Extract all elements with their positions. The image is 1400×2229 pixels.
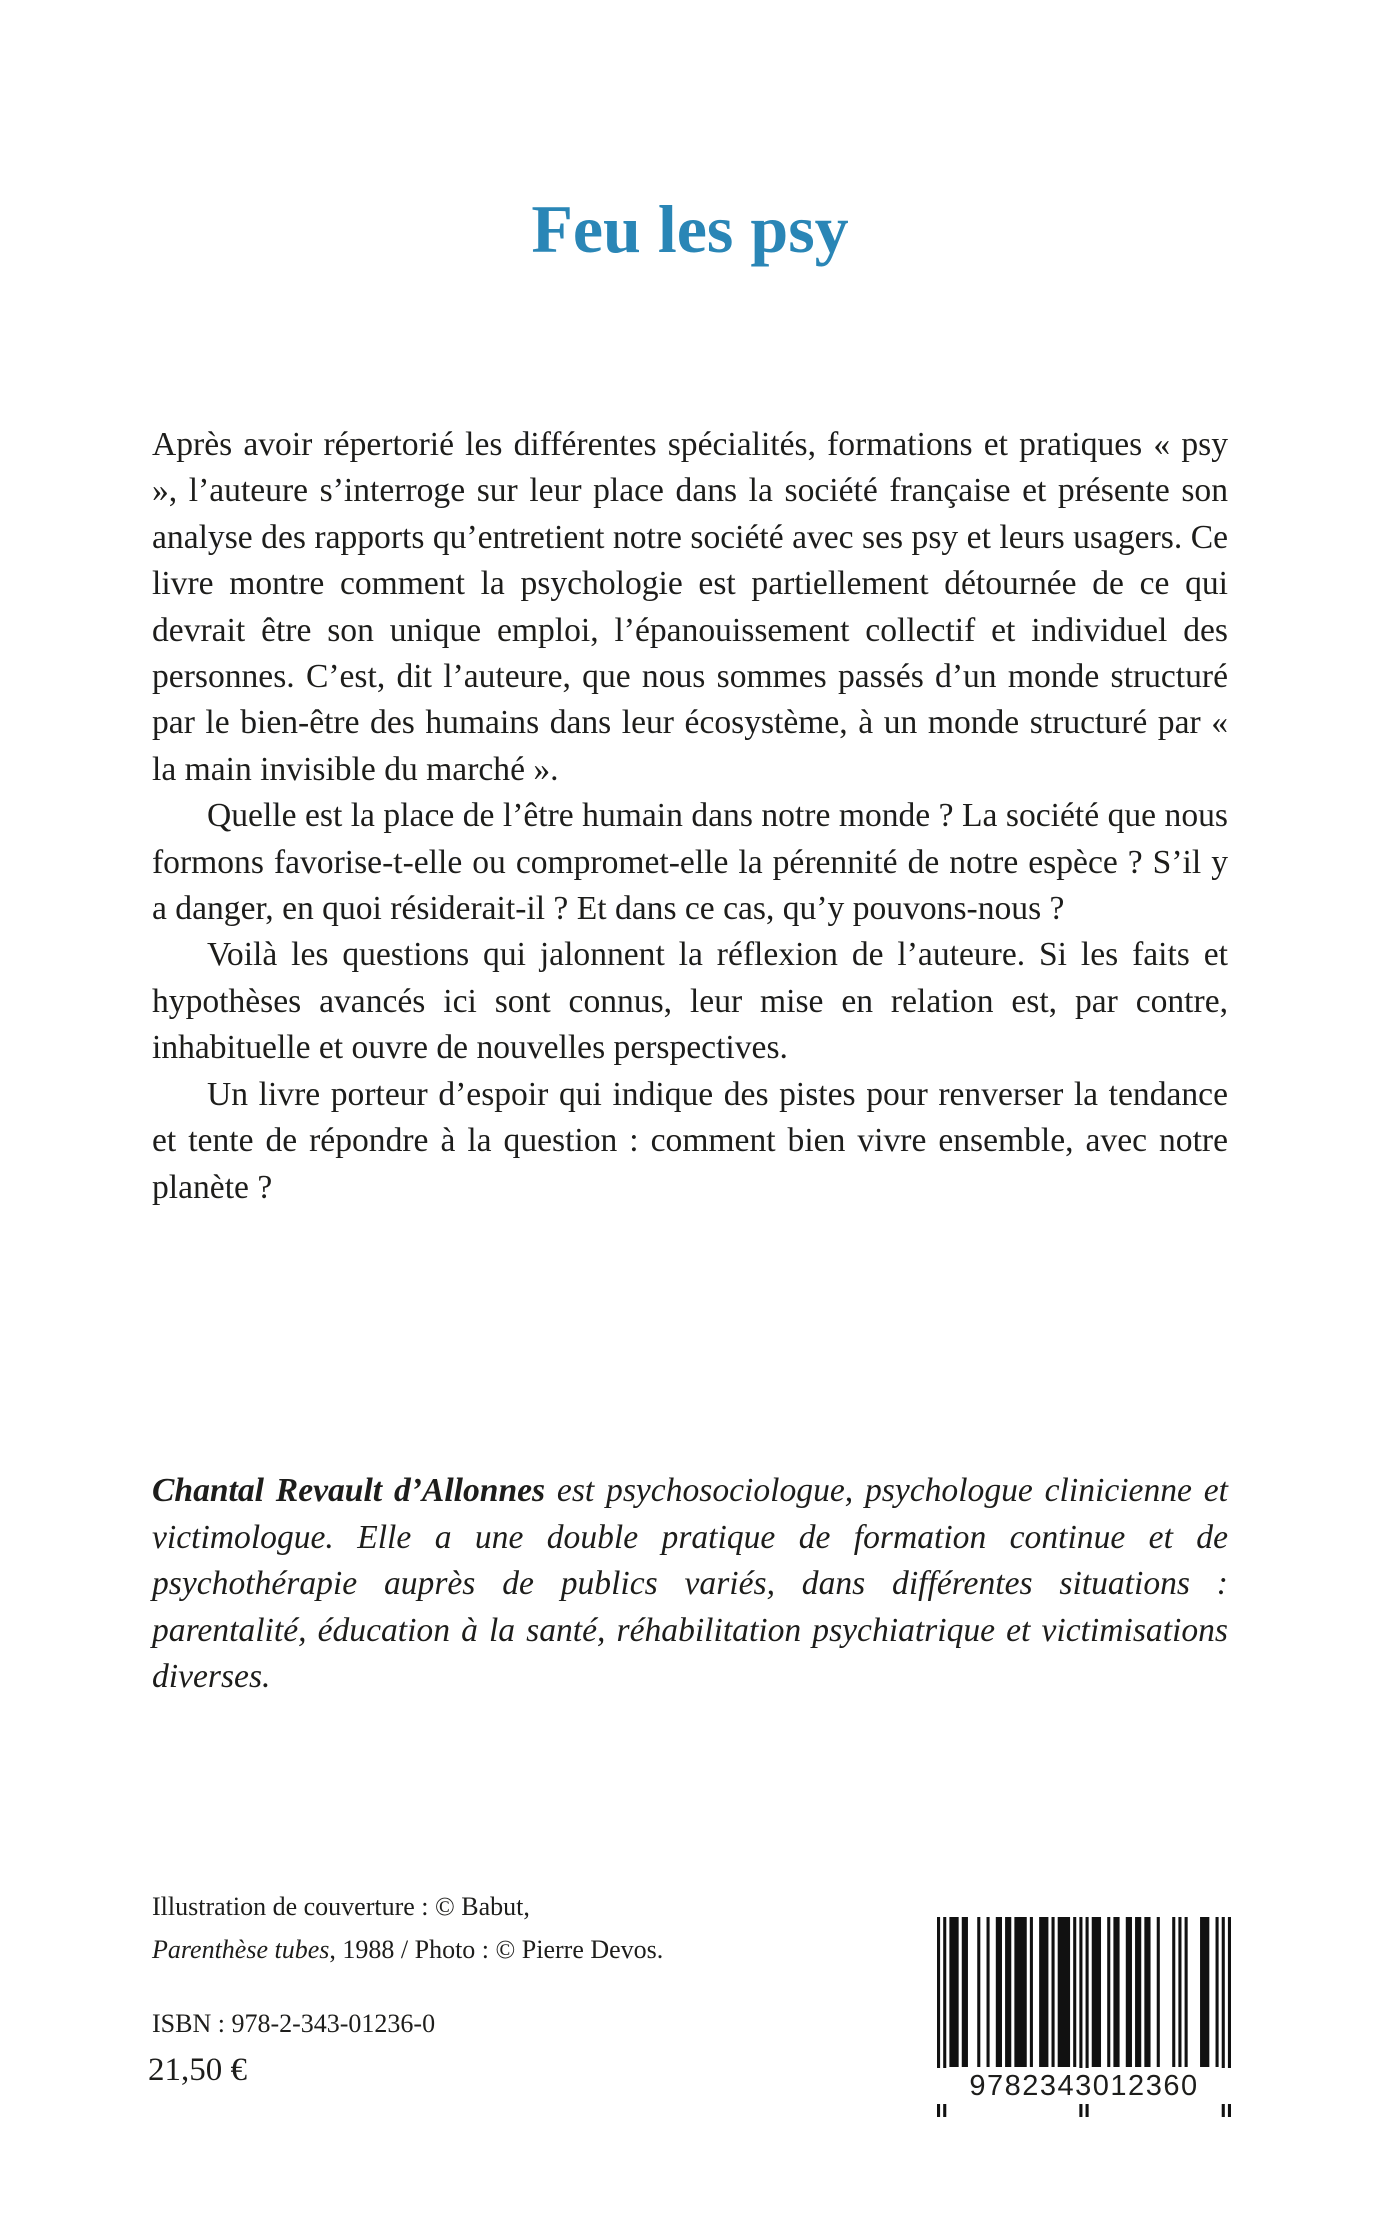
barcode-bar <box>1073 1917 1076 2067</box>
barcode-bar <box>1058 1917 1070 2067</box>
credits-line-1: Illustration de couverture : © Babut, <box>152 1892 530 1921</box>
credits-line-2-rest: , 1988 / Photo : © Pierre Devos. <box>329 1935 664 1964</box>
barcode-bar <box>1144 1917 1150 2067</box>
artwork-title: Parenthèse tubes <box>152 1935 330 1964</box>
author-name: Chantal Revault d’Allonnes <box>152 1472 546 1509</box>
barcode-bar <box>1014 1917 1026 2067</box>
barcode-bar <box>1157 1917 1160 2067</box>
author-bio-text: est psychosociologue, psychologue clinicienne et victimologue. Elle a une double pratique de formation continue et de psychothérapie auprès de publics variés, dans différentes situations : parentalité, éducation à la santé, réhabilitation psychiatrique et victimisations diverses. <box>152 1472 1228 1695</box>
barcode-bar <box>1030 1917 1033 2067</box>
barcode-bar <box>1126 1917 1132 2067</box>
barcode-bar <box>1135 1917 1141 2067</box>
author-bio <box>152 1468 1228 1701</box>
barcode-bar <box>1185 1917 1188 2067</box>
barcode-bar <box>962 1917 968 2067</box>
isbn: ISBN : 978-2-343-01236-0 <box>152 2009 436 2038</box>
barcode-bar <box>1005 1917 1011 2067</box>
barcode-bar <box>1039 1917 1048 2067</box>
barcode-bar <box>1200 1917 1209 2067</box>
cover-credits <box>152 1885 832 1971</box>
barcode-bar <box>1178 1917 1181 2067</box>
barcode-bar <box>977 1917 980 2067</box>
barcode-bar <box>1113 1917 1119 2067</box>
blurb-paragraph: Après avoir répertorié les différentes spécialités, formations et pratiques « psy », l’auteure s’interroge sur leur place dans la société française et présente son analyse des rapports qu’entretient notre société avec ses psy et leurs usagers. Ce livre montre comment la psychologie est partiellement détournée de ce qui devrait être son unique emploi, l’épanouissement collectif et individuel des personnes. C’est, dit l’auteure, que nous sommes passés d’un monde structuré par le bien-être des humains dans leur écosystème, à un monde structuré par « la main invisible du marché ». <box>152 426 1228 788</box>
blurb-paragraph: Un livre porteur d’espoir qui indique des pistes pour renverser la tendance et tente de répondre à la question : comment bien vivre ensemble, avec notre planète ? <box>152 1075 1228 1206</box>
barcode-bar <box>1092 1917 1101 2067</box>
barcode-bar <box>1216 1917 1219 2067</box>
book-title: Feu les psy <box>531 191 849 267</box>
barcode-bar <box>1107 1917 1110 2067</box>
barcode-bar <box>987 1917 990 2067</box>
credits-line-2 <box>152 1928 832 1971</box>
barcode-digits: 9782343012360 <box>937 2068 1231 2104</box>
barcode-bar <box>949 1917 958 2067</box>
barcode-bar <box>1172 1917 1175 2067</box>
barcode-bar <box>996 1917 1002 2067</box>
barcode-bar <box>1052 1917 1055 2067</box>
price: 21,50 € <box>148 2052 247 2088</box>
back-cover-blurb <box>152 422 1228 1211</box>
blurb-paragraph: Quelle est la place de l’être humain dans notre monde ? La société que nous formons favorise-t-elle ou compromet-elle la pérennité de notre espèce ? S’il y a danger, en quoi résiderait-il ? Et dans ce cas, qu’y pouvons-nous ? <box>152 797 1228 928</box>
blurb-paragraph: Voilà les questions qui jalonnent la réflexion de l’auteure. Si les faits et hypothèses avancés ici sont connus, leur mise en relation est, par contre, inhabituelle et ouvre de nouvelles perspectives. <box>152 936 1228 1067</box>
